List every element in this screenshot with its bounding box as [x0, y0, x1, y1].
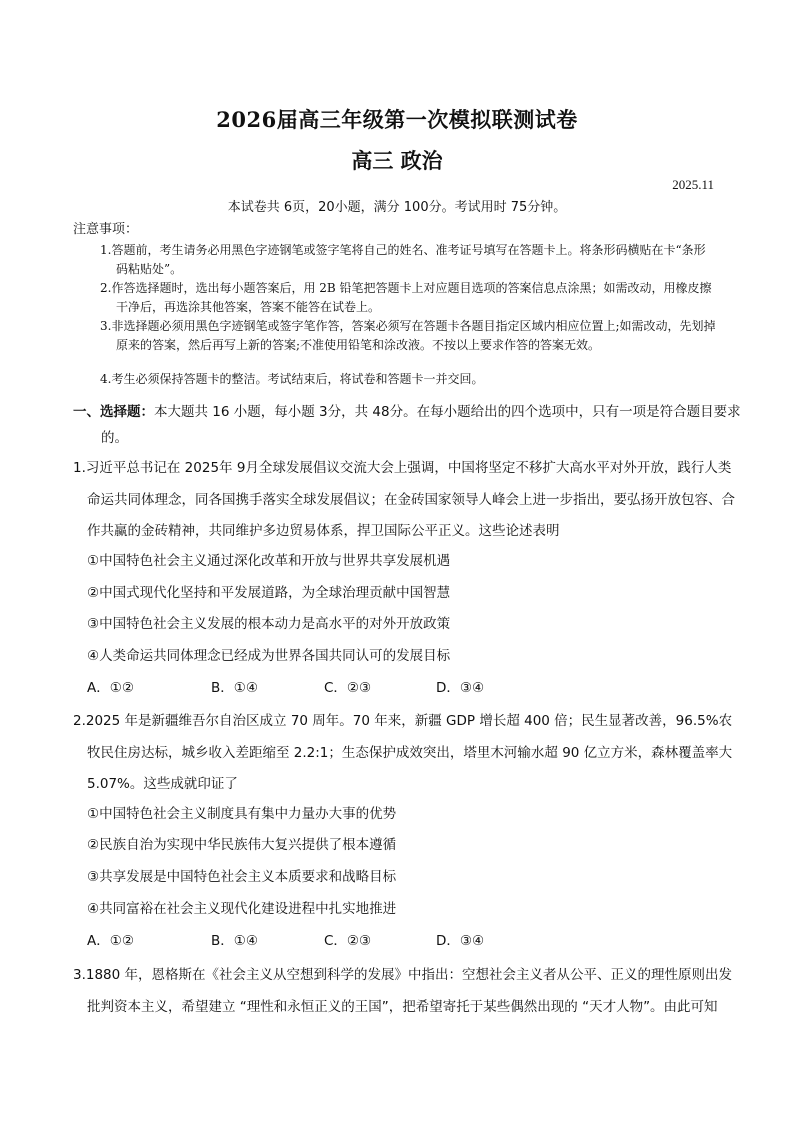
exam-title: 2026届高三年级第一次模拟联测试卷: [216, 107, 578, 132]
exam-date: 2025.11: [672, 177, 714, 192]
question-1-statement: ①中国特色社会主义通过深化改革和开放与世界共享发展机遇: [87, 553, 451, 569]
exam-subject: 高三 政治: [351, 148, 443, 173]
question-1-statement: ④人类命运共同体理念已经成为世界各国共同认可的发展目标: [87, 648, 451, 664]
section-text: 本大题共 16 小题，每小题 3分，共 48分。在每小题给出的四个选项中，只有一项是符合题目要求的。: [101, 404, 741, 446]
question-2-stem: 2.2025 年是新疆维吾尔自治区成立 70 周年。70 年来，新疆 GDP 增长超 400 倍；民生显著改善，96.5%农牧民住房达标，城乡收入差距缩至 2.2:1；生态保护成效突出，塔里木河输水超 90 亿立方米，森林覆盖率大 5.07%。这些成就印证了: [73, 713, 733, 792]
option-c: C．②③: [324, 680, 372, 696]
question-2-statement: ②民族自治为实现中华民族伟大复兴提供了根本遵循: [87, 837, 397, 853]
section-heading: [73, 399, 751, 451]
question-3-stem: 3.1880 年，恩格斯在《社会主义从空想到科学的发展》中指出：空想社会主义者从公平、正义的理性原则出发批判资本主义，希望建立 “理性和永恒正义的王国”，把希望寄托于某些偶然出现的 “天才人物”。由此可知: [73, 967, 733, 1015]
notice-item: 4.考生必须保持答题卡的整洁。考试结束后，将试卷和答题卡一并交回。: [100, 372, 484, 386]
option-d: D．③④: [436, 933, 485, 949]
option-c: C．②③: [324, 933, 372, 949]
question-2-statement: ①中国特色社会主义制度具有集中力量办大事的优势: [87, 806, 397, 822]
question-1-statement: ③中国特色社会主义发展的根本动力是高水平的对外开放政策: [87, 616, 451, 632]
section-label: 一、选择题：: [73, 404, 154, 420]
notice-item: 1.答题前，考生请务必用黑色字迹钢笔或签字笔将自己的姓名、准考证号填写在答题卡上。将条形码横贴在卡“条形码粘贴处”。: [100, 243, 706, 276]
question-2-statement: ③共享发展是中国特色社会主义本质要求和战略目标: [87, 869, 397, 885]
question-1-stem: 1.习近平总书记在 2025年 9月全球发展倡议交流大会上强调，中国将坚定不移扩大高水平对外开放，践行人类命运共同体理念，同各国携手落实全球发展倡议；在金砖国家领导人峰会上进一步指出，要弘扬开放包容、合作共赢的金砖精神，共同维护多边贸易体系，捍卫国际公平正义。这些论述表明: [73, 460, 735, 539]
option-b: B．①④: [211, 933, 258, 949]
option-d: D．③④: [436, 680, 485, 696]
option-b: B．①④: [211, 680, 258, 696]
notice-heading: 注意事项：: [73, 222, 139, 237]
notice-item: 3.非选择题必须用黑色字迹钢笔或签字笔作答，答案必须写在答题卡各题目指定区域内相应位置上;如需改动，先划掉原来的答案，然后再写上新的答案;不准使用铅笔和涂改液。不按以上要求作答的答案无效。: [100, 319, 716, 352]
exam-info: 本试卷共 6页，20小题，满分 100分。考试用时 75分钟。: [227, 200, 567, 215]
question-2-statement: ④共同富裕在社会主义现代化建设进程中扎实地推进: [87, 901, 397, 917]
notice-item: 2.作答选择题时，选出每小题答案后，用 2B 铅笔把答题卡上对应题目选项的答案信息点涂黑；如需改动，用橡皮擦干净后，再选涂其他答案，答案不能答在试卷上。: [100, 281, 712, 314]
option-a: A．①②: [87, 680, 134, 696]
question-1-statement: ②中国式现代化坚持和平发展道路，为全球治理贡献中国智慧: [87, 585, 451, 601]
option-a: A．①②: [87, 933, 134, 949]
